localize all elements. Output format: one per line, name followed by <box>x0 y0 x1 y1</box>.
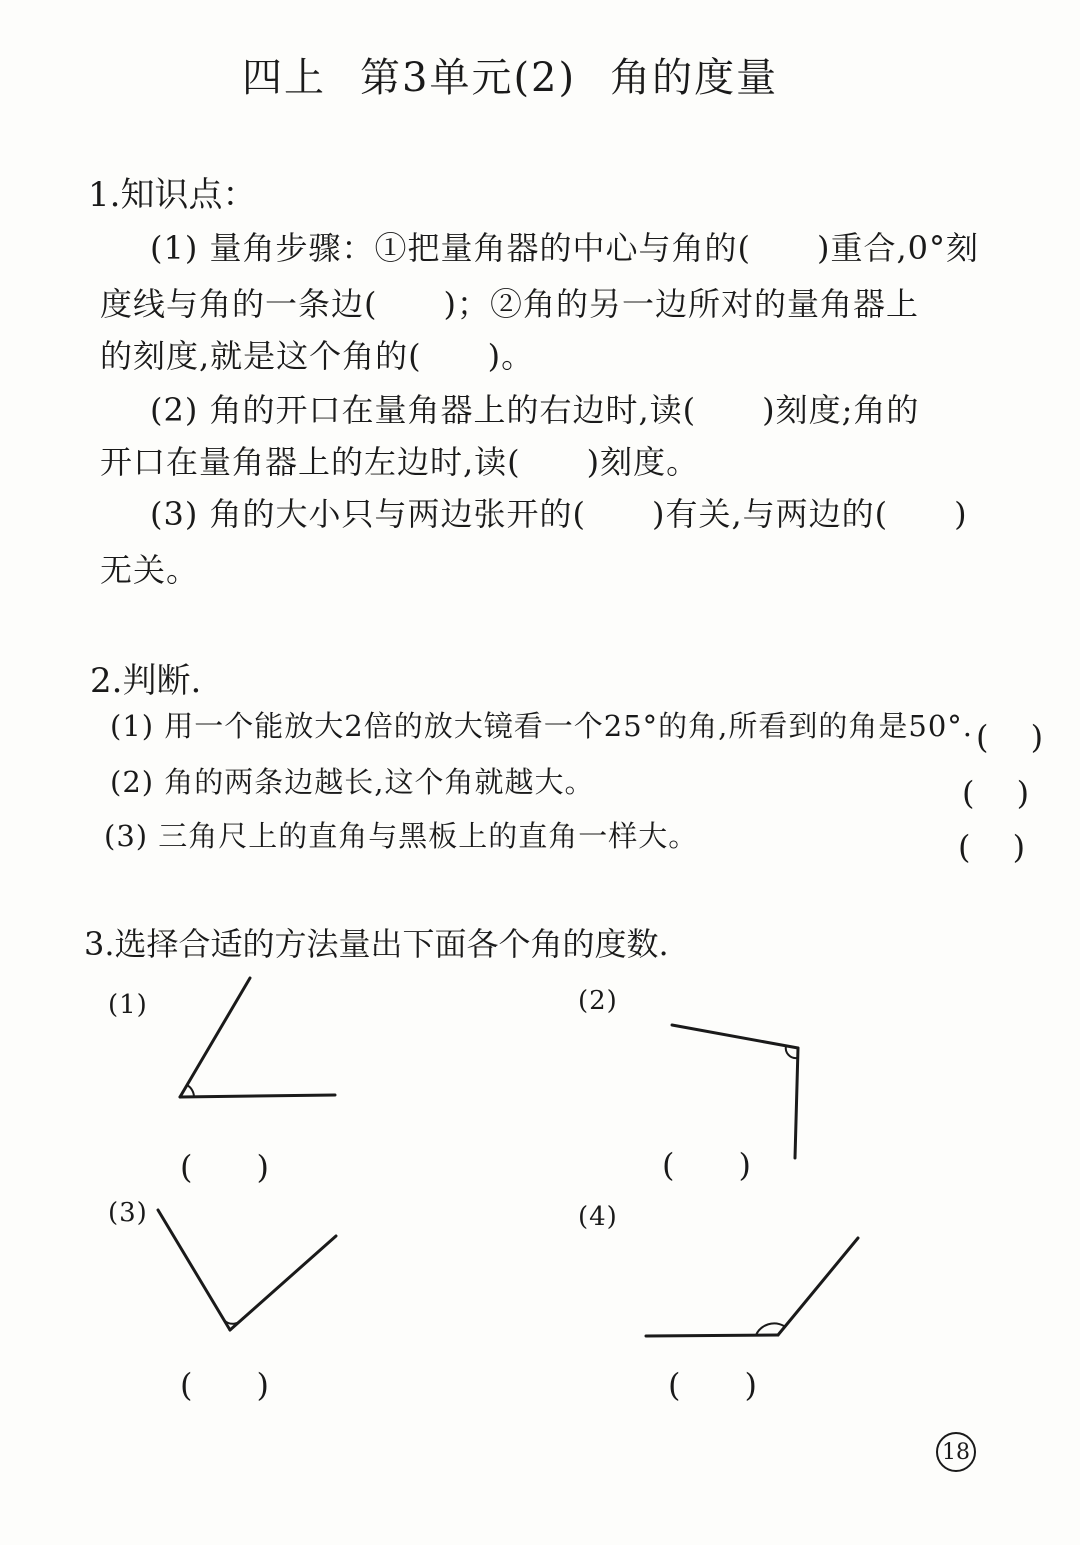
title-unit: 第3单元(2) <box>360 55 577 101</box>
judge-item-1: (1) 用一个能放大2倍的放大镜看一个25°的角,所看到的角是50°. <box>110 709 973 743</box>
angle-4-figure <box>646 1238 858 1336</box>
section1-p1-line3: 的刻度,就是这个角的( )。 <box>100 337 535 375</box>
title-topic: 角的度量 <box>610 55 779 101</box>
angle-1-blank[interactable]: ( ) <box>180 1148 269 1186</box>
judge-item-3: (3) 三角尺上的直角与黑板上的直角一样大。 <box>104 819 699 853</box>
section1-p2-line2: 开口在量角器上的左边时,读( )刻度。 <box>100 443 700 481</box>
page-number: 18 <box>936 1432 976 1472</box>
angle-2-blank[interactable]: ( ) <box>662 1146 751 1184</box>
angle-1-label: (1) <box>108 990 148 1020</box>
title-grade: 四上 <box>242 55 326 101</box>
angle-2-label: (2) <box>578 986 618 1016</box>
section3-heading: 3.选择合适的方法量出下面各个角的度数. <box>84 925 669 963</box>
angle-2-figure <box>672 1025 798 1158</box>
judge-item-2: (2) 角的两条边越长,这个角就越大。 <box>110 765 595 799</box>
angle-3-label: (3) <box>108 1198 148 1228</box>
angle-4-blank[interactable]: ( ) <box>668 1366 757 1404</box>
section1-heading: 1.知识点： <box>88 175 257 215</box>
angle-3-blank[interactable]: ( ) <box>180 1366 269 1404</box>
section1-p3-line1: (3) 角的大小只与两边张开的( )有关,与两边的( ) <box>150 495 968 533</box>
judge-blank-2[interactable]: ( ) <box>962 774 1030 812</box>
section1-p1-line1: (1) 量角步骤：①把量角器的中心与角的( )重合,0°刻 <box>150 229 980 267</box>
angle-1-figure <box>180 978 335 1097</box>
judge-blank-1[interactable]: ( ) <box>976 718 1044 756</box>
section1-p3-line2: 无关。 <box>100 551 200 589</box>
section1-p1-line2: 度线与角的一条边( )；②角的另一边所对的量角器上 <box>100 285 919 323</box>
section1-p2-line1: (2) 角的开口在量角器上的右边时,读( )刻度;角的 <box>150 391 920 429</box>
section2-heading: 2.判断. <box>90 661 202 701</box>
judge-blank-3[interactable]: ( ) <box>958 828 1026 866</box>
angle-3-figure <box>158 1210 336 1330</box>
angle-4-label: (4) <box>578 1202 618 1232</box>
